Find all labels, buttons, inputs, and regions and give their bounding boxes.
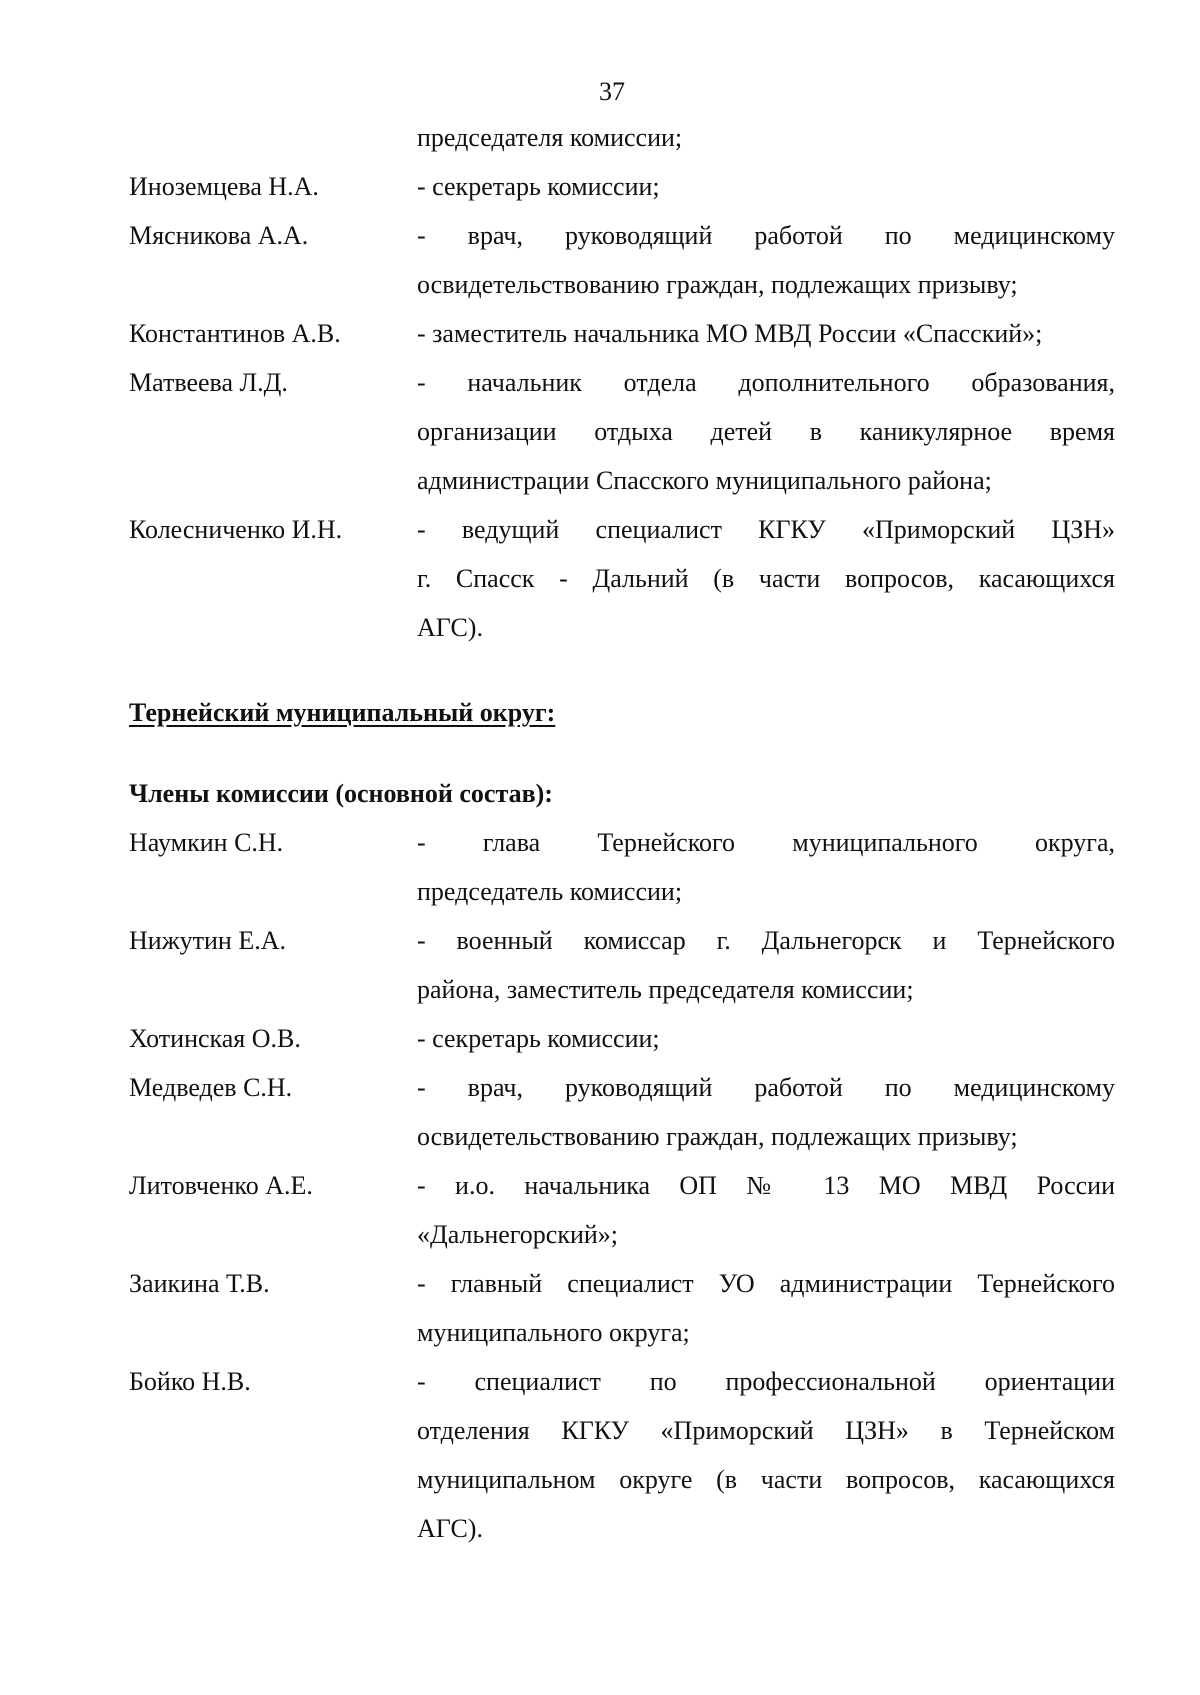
role-line: председателя комиссии; (417, 123, 683, 152)
role-line: - секретарь комиссии; (417, 1024, 660, 1053)
member-name: Медведев С.Н. (129, 1073, 293, 1102)
role-line: - глава Тернейского муниципального округа, (417, 828, 1115, 857)
list-item (0, 1161, 1200, 1259)
member-name-empty (129, 113, 417, 162)
member-name: Нижутин Е.А. (129, 926, 287, 955)
role-line: - главный специалист УО администрации Тернейского (417, 1269, 1115, 1298)
role-line: - ведущий специалист КГКУ «Приморский ЦЗН» (417, 515, 1115, 544)
member-name: Мясникова А.А. (129, 221, 309, 250)
member-role (417, 1259, 1115, 1357)
member-name: Колесниченко И.Н. (129, 515, 343, 544)
member-role (417, 211, 1115, 309)
member-name: Матвеева Л.Д. (129, 368, 288, 397)
role-line: - врач, руководящий работой по медицинскому (417, 221, 1115, 250)
role-line: АГС). (417, 613, 483, 642)
member-role (417, 162, 1115, 211)
role-line: освидетельствованию граждан, подлежащих призыву; (417, 270, 1018, 299)
member-name: Наумкин С.Н. (129, 828, 284, 857)
section-subtitle: Члены комиссии (основной состав): (129, 779, 553, 808)
list-item (0, 1063, 1200, 1161)
section-1-member-list (0, 113, 1200, 652)
member-name: Заикина Т.В. (129, 1269, 270, 1298)
list-item (0, 818, 1200, 916)
role-line: - специалист по профессиональной ориентации (417, 1367, 1115, 1396)
role-line: - врач, руководящий работой по медицинскому (417, 1073, 1115, 1102)
list-item (0, 309, 1200, 358)
role-line: г. Спасск - Дальний (в части вопросов, касающихся (417, 564, 1115, 593)
list-item (0, 505, 1200, 652)
role-line: освидетельствованию граждан, подлежащих призыву; (417, 1122, 1018, 1151)
role-line: муниципальном округе (в части вопросов, касающихся (417, 1465, 1115, 1494)
role-line: района, заместитель председателя комиссии; (417, 975, 914, 1004)
list-item (0, 1357, 1200, 1553)
role-line: председатель комиссии; (417, 877, 683, 906)
section-title: Тернейский муниципальный округ: (129, 698, 556, 727)
role-line: муниципального округа; (417, 1318, 690, 1347)
member-role (417, 1161, 1115, 1259)
member-role (417, 113, 1115, 162)
role-line: администрации Спасского муниципального района; (417, 466, 992, 495)
role-line: «Дальнегорский»; (417, 1220, 619, 1249)
role-line: - военный комиссар г. Дальнегорск и Тернейского (417, 926, 1115, 955)
list-item (0, 1014, 1200, 1063)
member-name: Хотинская О.В. (129, 1024, 301, 1053)
member-role (417, 818, 1115, 916)
list-item (0, 916, 1200, 1014)
member-name: Бойко Н.В. (129, 1367, 251, 1396)
member-role (417, 916, 1115, 1014)
page-number: 37 (599, 77, 625, 106)
member-role (417, 505, 1115, 652)
list-item (0, 1259, 1200, 1357)
role-line: отделения КГКУ «Приморский ЦЗН» в Тернейском (417, 1416, 1115, 1445)
role-line: - начальник отдела дополнительного образования, (417, 368, 1115, 397)
role-line: - секретарь комиссии; (417, 172, 660, 201)
list-item (0, 162, 1200, 211)
list-item-continuation (0, 113, 1200, 162)
role-line: организации отдыха детей в каникулярное время (417, 417, 1115, 446)
role-line: АГС). (417, 1514, 483, 1543)
member-role (417, 1063, 1115, 1161)
section-2-member-list (0, 818, 1200, 1553)
member-role (417, 1357, 1115, 1553)
role-line: - заместитель начальника МО МВД России «Спасский»; (417, 319, 1043, 348)
list-item (0, 211, 1200, 309)
member-role (417, 309, 1115, 358)
member-name: Литовченко А.Е. (129, 1171, 313, 1200)
member-name: Константинов А.В. (129, 319, 341, 348)
member-role (417, 358, 1115, 505)
role-line: - и.о. начальника ОП № 13 МО МВД России (417, 1171, 1115, 1200)
member-role (417, 1014, 1115, 1063)
list-item (0, 358, 1200, 505)
member-name: Иноземцева Н.А. (129, 172, 319, 201)
